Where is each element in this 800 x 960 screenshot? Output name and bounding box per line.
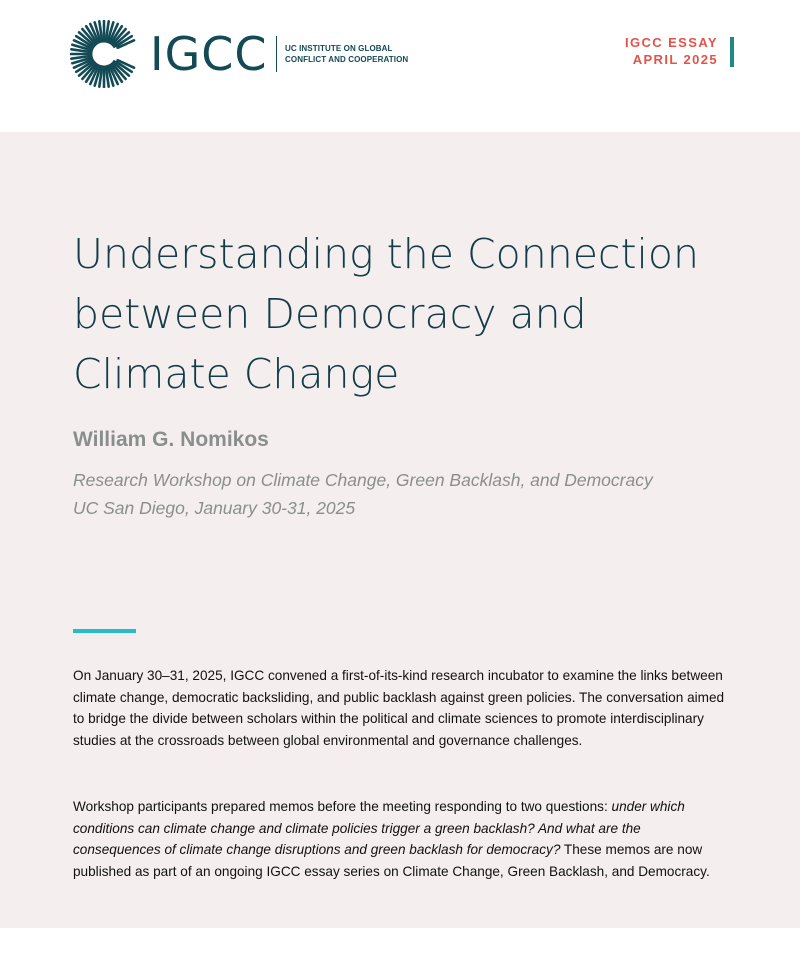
workshop-questions: under which conditions can climate change and climate policies trigger a green backlash? And what are the consequences of climate change disruptions and green backlash for democracy? [73, 799, 685, 858]
title-line-3: Climate Change [73, 350, 400, 398]
igcc-sunburst-icon [70, 20, 138, 88]
workshop-paragraph [73, 796, 729, 882]
title-line-1: Understanding the Connection [73, 230, 699, 278]
logo-wordmark: IGCC [150, 27, 268, 81]
logo-divider [276, 36, 277, 72]
workshop-paragraph-start: Workshop participants prepared memos before the meeting responding to two questions: [73, 799, 612, 814]
intro-paragraph: On January 30–31, 2025, IGCC convened a first-of-its-kind research incubator to examine the links between climate change, democratic backsliding, and public backlash against green policies. The conversation aimed to bridge the divide between scholars within the political and climate sciences to promote interdisciplinary studies at the crossroads between global environmental and governance challenges. [73, 668, 725, 748]
event-title: Research Workshop on Climate Change, Green Backlash, and Democracy [73, 470, 653, 490]
accent-rule [73, 629, 136, 633]
essay-tag [625, 34, 718, 68]
cover-panel [0, 132, 800, 928]
page-title [73, 224, 753, 404]
event-location-date: UC San Diego, January 30-31, 2025 [73, 498, 356, 518]
page-header [0, 0, 800, 132]
event-info [73, 466, 653, 522]
essay-label: IGCC ESSAY [625, 35, 718, 50]
essay-date: APRIL 2025 [632, 52, 718, 67]
author-name: William G. Nomikos [73, 428, 269, 451]
logo-subtitle-line2: CONFLICT AND COOPERATION [285, 55, 409, 64]
logo-subtitle [285, 43, 408, 65]
workshop-paragraph-end: These memos are now published as part of an ongoing IGCC essay series on Climate Change, Green Backlash, and Democracy. [73, 842, 710, 879]
logo-subtitle-line1: UC INSTITUTE ON GLOBAL [285, 44, 393, 53]
title-line-2: between Democracy and [73, 290, 587, 338]
essay-accent-bar [730, 37, 734, 67]
